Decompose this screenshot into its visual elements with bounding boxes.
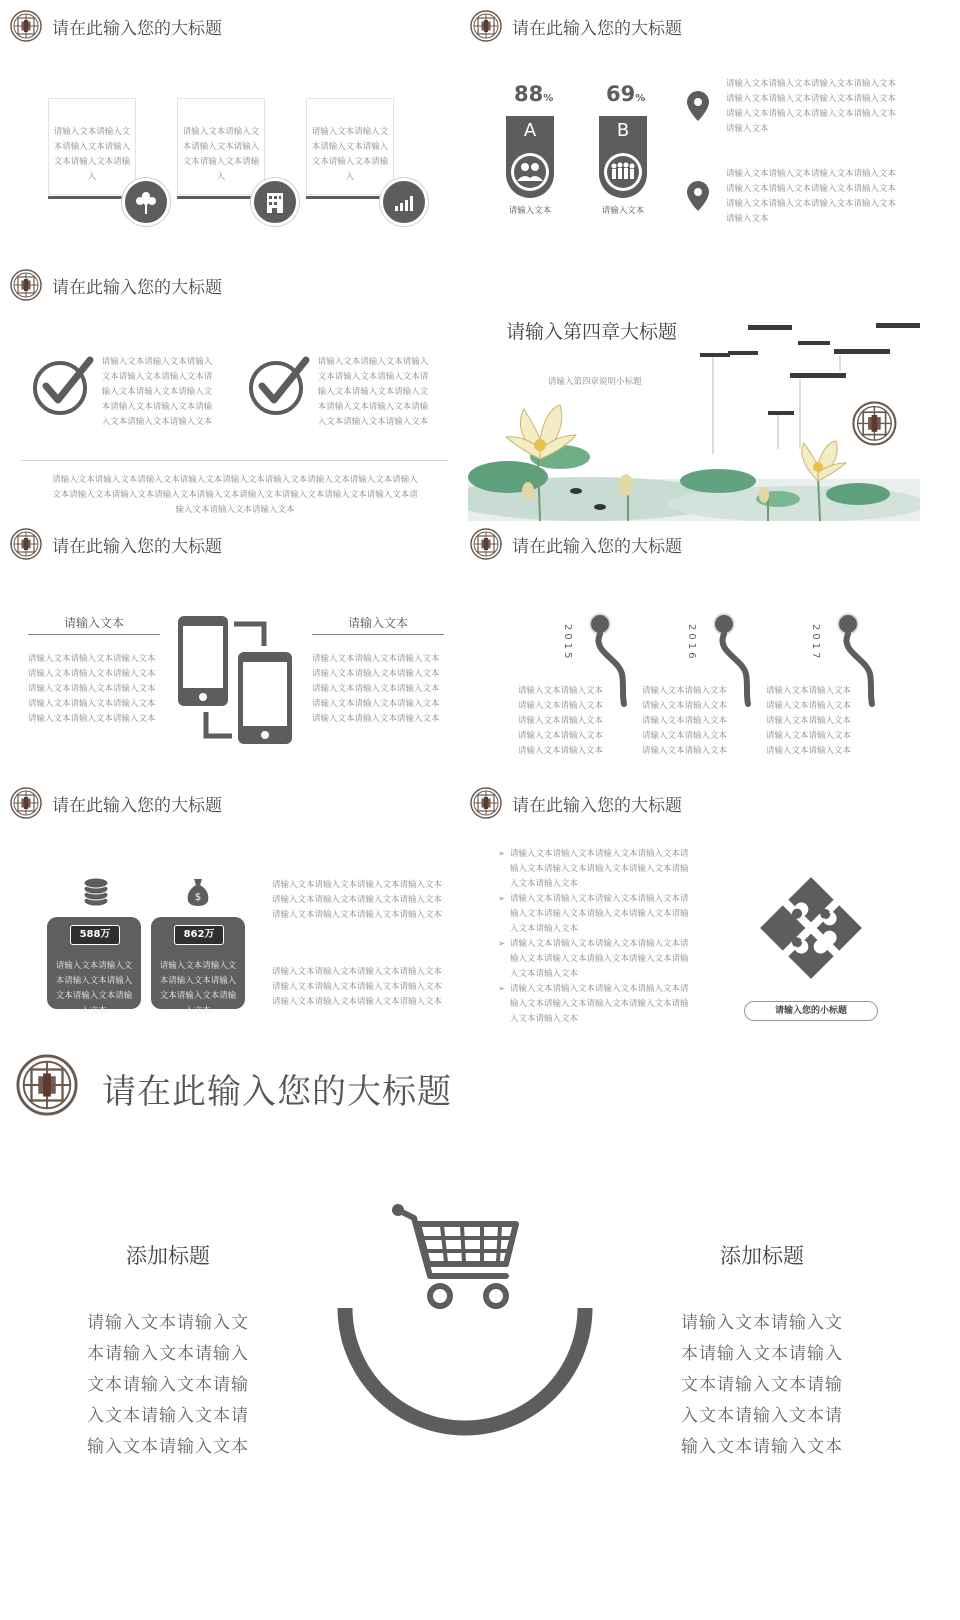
emblem-icon [470,10,502,42]
year-text: 请输入文本请输入文本请输入文本请输入文本请输入文本请输入文本请输入文本请输入文本请输入文本请输入文本 [766,686,852,756]
year-label: 2015 [562,624,573,662]
divider [20,460,448,461]
column-text: 请输入文本请输入文本请输入文本 请输入文本请输入文本请输入文本 请输入文本请输入文本请输入文本 请输入文本请输入文本请输入文本 请输入文本请输入文本请输入文本 [312,654,440,724]
slide-9 [0,1040,960,1620]
list-item: ➢ 请输入文本请输入文本请输入文本请输入文本请输入文本请输入文本请输入文本请输入文本请输入文本请输入文本 [498,849,689,889]
stat-card [151,917,245,1016]
year-label: 2016 [686,624,697,662]
chapter-title: 请输入第四章大标题 [506,321,678,343]
stat-text: 请输入文本请输入文本请输入文本请输入文本请输入文本请输入文本 [159,961,237,1016]
slide-6 [470,518,930,773]
emblem-icon [10,528,42,560]
badge-caption: 请输入文本 [508,206,552,216]
location-pin-icon [685,90,711,122]
slide-2 [470,0,930,255]
slide-4 [468,259,920,521]
chapter-subtitle: 请输入第四章说明小标题 [548,377,642,387]
emblem-icon [10,787,42,819]
text-card [177,98,265,195]
slide-5 [10,518,470,773]
svg-text:$: $ [194,892,202,903]
list-item: ➢ 请输入文本请输入文本请输入文本请输入文本请输入文本请输入文本请输入文本请输入文本请输入文本请输入文本 [498,894,689,934]
slide-title: 请在此输入您的大标题 [52,19,222,39]
column-heading: 添加标题 [126,1244,210,1268]
stat-text: 请输入文本请输入文本请输入文本请输入文本请输入文本请输入文本 [55,961,133,1016]
column-heading: 添加标题 [720,1244,804,1268]
percent-value: 88% [514,82,554,106]
bar-chart-icon [380,178,428,226]
text-card [306,98,394,195]
slide-title: 请在此输入您的大标题 [512,19,682,39]
slide-title: 请在此输入您的大标题 [512,796,682,816]
location-pin-icon [685,180,711,212]
money-bag-icon [186,877,210,907]
slide-3 [10,259,470,514]
paragraph: 请输入文本请输入文本请输入文本请输入文本请输入文本请输入文本请输入文本请输入文本请输入文本请输入文本请输入文本请输入文本请输入文本 [726,79,897,134]
paragraph: 请输入文本请输入文本请输入文本请输入文本请输入文本请输入文本请输入文本请输入文本请输入文本请输入文本请输入文本请输入文本 [272,880,443,920]
column-text: 请输入文本请输入文 本请输入文本请输入 文本请输入文本请输 入文本请输入文本请 输入文本请输入文本 [681,1313,843,1457]
heading-underline [28,634,160,635]
emblem-icon [10,269,42,301]
stat-value: 862万 [174,925,224,945]
year-label: 2017 [810,624,821,662]
text-card [48,98,136,195]
slide-title: 请在此输入您的大标题 [512,537,682,557]
bullet-list [498,847,690,1027]
stat-value: 588万 [70,925,120,945]
percent-value: 69% [606,82,646,106]
column-text: 请输入文本请输入文 本请输入文本请输入 文本请输入文本请输 入文本请输入文本请 输入文本请输入文本 [87,1313,249,1457]
footer-text: 请输入文本请输入文本请输入文本请输入文本请输入文本请输入文本请输入文本请输入文本请输入文本请输入文本请输入文本请输入文本请输入文本请输入文本请输入文本请输入文本请输入文本请输入文本请输入文本请输入文本 [52,475,418,514]
shopping-cart-icon [388,1200,524,1312]
smile-arc [336,1302,594,1440]
column-heading: 请输入文本 [347,616,408,630]
item-text: 请输入文本请输入文本请输入文本请输入文本请输入文本请输入文本请输入文本请输入文本请输入文本请输入文本请输入文本请输入文本请输入文本 [317,357,429,427]
phone-sync-icon [176,614,296,746]
column-text: 请输入文本请输入文本请输入文本 请输入文本请输入文本请输入文本 请输入文本请输入文本请输入文本 请输入文本请输入文本请输入文本 请输入文本请输入文本请输入文本 [28,654,156,724]
list-item: ➢ 请输入文本请输入文本请输入文本请输入文本请输入文本请输入文本请输入文本请输入文本请输入文本请输入文本 [498,939,689,979]
heading-underline [312,634,444,635]
paragraph: 请输入文本请输入文本请输入文本请输入文本请输入文本请输入文本请输入文本请输入文本请输入文本请输入文本请输入文本请输入文本 [272,967,443,1007]
puzzle-icon [752,869,870,987]
slide-title: 请在此输入您的大标题 [102,1072,452,1112]
subtitle-pill[interactable]: 请输入您的小标题 [744,1001,878,1021]
slide-title: 请在此输入您的大标题 [52,278,222,298]
check-circle-icon [248,354,312,418]
stat-card [47,917,141,1016]
item-text: 请输入文本请输入文本请输入文本请输入文本请输入文本请输入文本请输入文本请输入文本请输入文本请输入文本请输入文本请输入文本请输入文本 [101,357,213,427]
slide-7 [10,777,470,1032]
badge-letter: B [616,120,630,141]
paragraph: 请输入文本请输入文本请输入文本请输入文本请输入文本请输入文本请输入文本请输入文本请输入文本请输入文本请输入文本请输入文本请输入文本 [726,169,897,224]
lotus-landscape-illustration [468,259,920,521]
slide-title: 请在此输入您的大标题 [52,796,222,816]
flower-icon [122,178,170,226]
slide-8 [470,777,930,1032]
list-item: ➢ 请输入文本请输入文本请输入文本请输入文本请输入文本请输入文本请输入文本请输入文本请输入文本请输入文本 [498,984,689,1024]
card-text: 请输入文本请输入文本请输入文本请输入文本请输入文本请输入 [182,127,260,182]
check-circle-icon [32,354,96,418]
column-heading: 请输入文本 [63,616,124,630]
slide-1 [10,0,470,255]
slide-title: 请在此输入您的大标题 [52,537,222,557]
emblem-icon [16,1054,78,1116]
building-icon [251,178,299,226]
card-text: 请输入文本请输入文本请输入文本请输入文本请输入文本请输入 [311,127,389,182]
coins-icon [82,877,110,907]
emblem-icon [470,528,502,560]
badge-letter: A [523,120,537,141]
year-text: 请输入文本请输入文本请输入文本请输入文本请输入文本请输入文本请输入文本请输入文本请输入文本请输入文本 [642,686,728,756]
card-text: 请输入文本请输入文本请输入文本请输入文本请输入文本请输入 [53,127,131,182]
year-text: 请输入文本请输入文本请输入文本请输入文本请输入文本请输入文本请输入文本请输入文本请输入文本请输入文本 [518,686,604,756]
badge-caption: 请输入文本 [601,206,645,216]
emblem-icon [470,787,502,819]
emblem-icon [10,10,42,42]
